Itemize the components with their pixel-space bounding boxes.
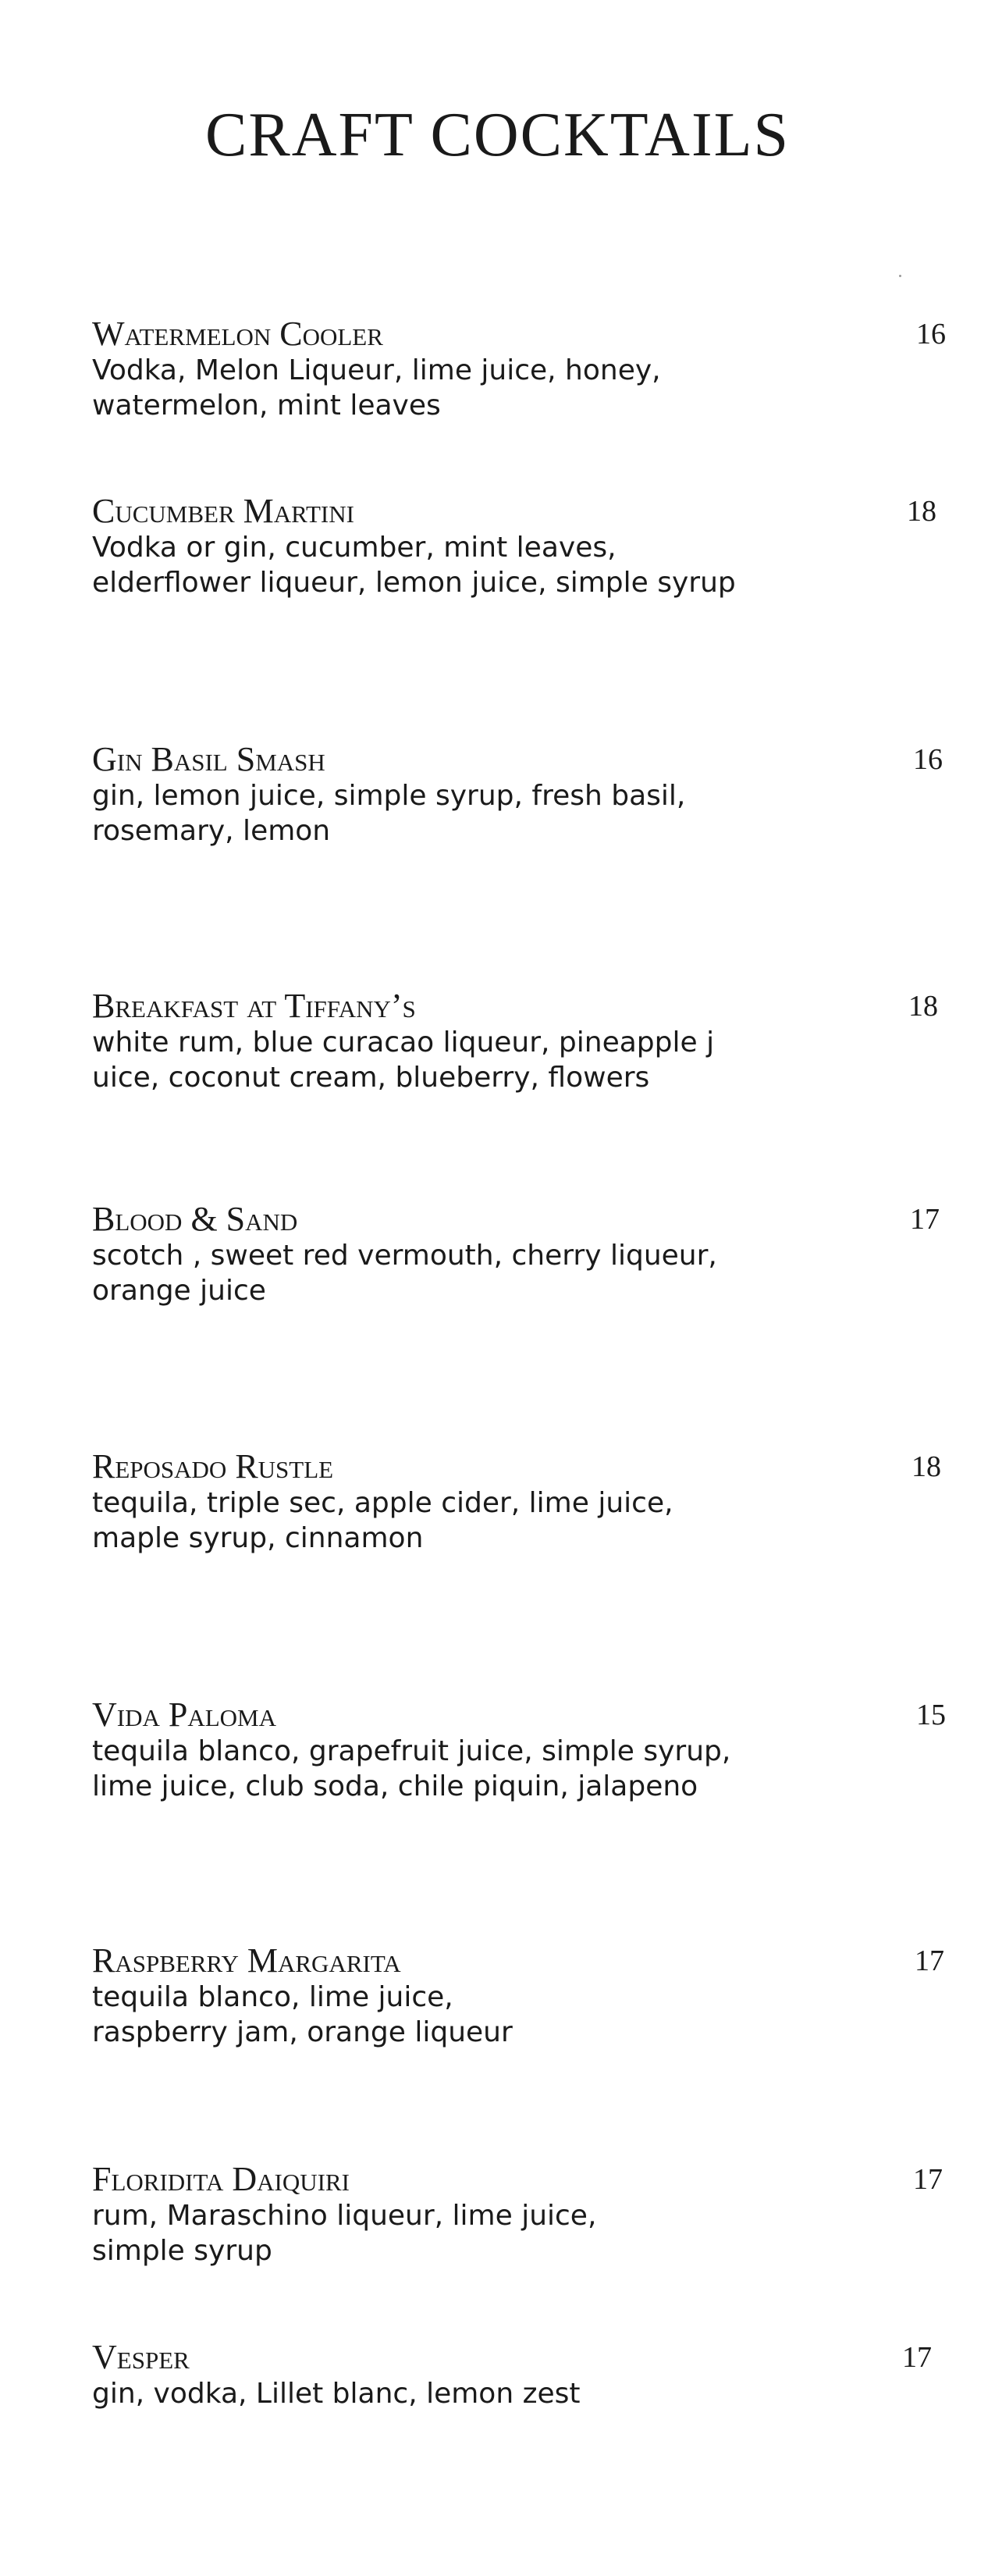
menu-item-raspberry-margarita xyxy=(92,1942,951,2050)
decorative-dot xyxy=(899,275,901,277)
item-name: Blood & Sand xyxy=(92,1200,298,1238)
item-description: Vodka, Melon Liqueur, lime juice, honey, watermelon, mint leaves xyxy=(92,354,661,422)
menu-item-breakfast-at-tiffanys xyxy=(92,987,951,1095)
item-price: 17 xyxy=(910,1203,940,1236)
menu-item-cucumber-martini xyxy=(92,493,951,600)
menu-item-gin-basil-smash xyxy=(92,741,951,849)
item-price: 18 xyxy=(907,495,936,528)
menu-item-blood-and-sand xyxy=(92,1201,951,1308)
item-price: 18 xyxy=(908,990,938,1023)
item-description: Vodka or gin, cucumber, mint leaves, elderflower liqueur, lemon juice, simple syrup xyxy=(92,532,736,599)
menu-item-watermelon-cooler xyxy=(92,315,951,423)
item-description: tequila blanco, grapefruit juice, simple syrup, lime juice, club soda, chile piquin, jalapeno xyxy=(92,1735,731,1802)
item-name: Vida Paloma xyxy=(92,1695,277,1734)
menu-item-floridita-daiquiri xyxy=(92,2161,951,2268)
item-price: 17 xyxy=(913,2163,943,2196)
item-description: scotch , sweet red vermouth, cherry liqueur, orange juice xyxy=(92,1240,717,1307)
item-price: 17 xyxy=(915,1944,944,1977)
item-name: Raspberry Margarita xyxy=(92,1941,401,1980)
item-name: Cucumber Martini xyxy=(92,492,354,530)
item-description: rum, Maraschino liqueur, lime juice, simple syrup xyxy=(92,2200,597,2267)
item-price: 18 xyxy=(911,1450,941,1483)
item-price: 15 xyxy=(916,1699,946,1731)
item-price: 16 xyxy=(913,743,943,776)
item-description: white rum, blue curacao liqueur, pineapple j uice, coconut cream, blueberry, flowers xyxy=(92,1026,715,1094)
item-price: 17 xyxy=(902,2341,932,2374)
item-name: Floridita Daiquiri xyxy=(92,2160,350,2198)
item-name: Vesper xyxy=(92,2338,190,2376)
item-name: Gin Basil Smash xyxy=(92,740,325,778)
menu-item-vida-paloma xyxy=(92,1696,951,1804)
menu-item-vesper xyxy=(92,2339,951,2411)
item-price: 16 xyxy=(916,318,946,350)
item-description: gin, vodka, Lillet blanc, lemon zest xyxy=(92,2378,581,2410)
item-name: Breakfast at Tiffany’s xyxy=(92,987,416,1025)
item-description: tequila, triple sec, apple cider, lime juice, maple syrup, cinnamon xyxy=(92,1487,673,1554)
item-description: gin, lemon juice, simple syrup, fresh basil, rosemary, lemon xyxy=(92,780,686,847)
menu-item-reposado-rustle xyxy=(92,1448,951,1556)
item-name: Watermelon Cooler xyxy=(92,315,383,353)
item-description: tequila blanco, lime juice, raspberry jam, orange liqueur xyxy=(92,1981,513,2048)
page-title: CRAFT COCKTAILS xyxy=(205,101,790,169)
item-name: Reposado Rustle xyxy=(92,1447,334,1485)
